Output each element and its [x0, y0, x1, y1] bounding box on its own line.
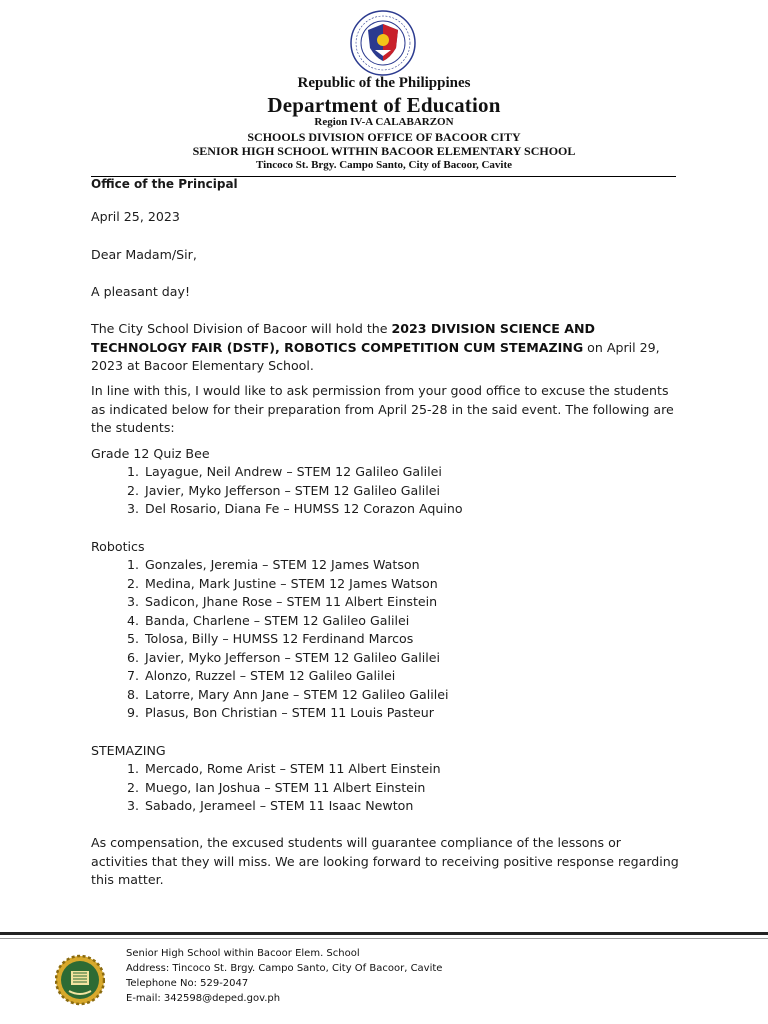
- office-label: Office of the Principal: [91, 177, 238, 191]
- footer-school-name: Senior High School within Bacoor Elem. School: [126, 948, 360, 959]
- list-item: 5. Tolosa, Billy – HUMSS 12 Ferdinand Marcos: [143, 630, 643, 649]
- group-title-quiz-bee: Grade 12 Quiz Bee: [91, 446, 210, 461]
- header-division: SCHOOLS DIVISION OFFICE OF BACOOR CITY: [247, 130, 521, 144]
- footer-email: E-mail: 342598@deped.gov.ph: [126, 993, 281, 1004]
- footer-divider: [0, 932, 768, 935]
- header-address: Tincoco St. Brgy. Campo Santo, City of Bacoor, Cavite: [255, 159, 513, 171]
- list-item: 4. Banda, Charlene – STEM 12 Galileo Galilei: [143, 612, 643, 631]
- list-item: 2. Muego, Ian Joshua – STEM 11 Albert Einstein: [143, 779, 643, 798]
- letter-date: April 25, 2023: [91, 209, 180, 224]
- letter-salutation: Dear Madam/Sir,: [91, 247, 197, 262]
- list-item: 1. Layague, Neil Andrew – STEM 12 Galileo Galilei: [143, 463, 643, 482]
- list-item: 8. Latorre, Mary Ann Jane – STEM 12 Galileo Galilei: [143, 686, 643, 705]
- stemazing-list: [113, 760, 643, 816]
- footer-telephone: Telephone No: 529-2047: [126, 978, 249, 989]
- letter-greeting: A pleasant day!: [91, 284, 190, 299]
- list-item: 1. Mercado, Rome Arist – STEM 11 Albert Einstein: [143, 760, 643, 779]
- intro-text-post: on April 29, 2023 at Bacoor Elementary School.: [91, 339, 660, 373]
- header-republic: Republic of the Philippines: [297, 75, 471, 91]
- request-paragraph: In line with this, I would like to ask permission from your good office to excuse the students as indicated below for their preparation from April 25-28 in the said event. The following are the students:: [91, 383, 674, 435]
- robotics-list: [113, 556, 643, 723]
- list-item: 6. Javier, Myko Jefferson – STEM 12 Galileo Galilei: [143, 649, 643, 668]
- header-region: Region IV-A CALABARZON: [314, 116, 454, 128]
- list-item: 1. Gonzales, Jeremia – STEM 12 James Watson: [143, 556, 643, 575]
- intro-text-pre: The City School Division of Bacoor will hold the: [91, 321, 392, 336]
- footer-divider-thin: [0, 938, 768, 939]
- quiz-bee-list: [113, 463, 643, 519]
- group-title-stemazing: STEMAZING: [91, 743, 166, 758]
- header-department: Department of Education: [267, 93, 501, 117]
- event-title: 2023 DIVISION SCIENCE AND TECHNOLOGY FAIR (DSTF), ROBOTICS COMPETITION CUM STEMAZING: [91, 321, 596, 355]
- list-item: 3. Sadicon, Jhane Rose – STEM 11 Albert Einstein: [143, 593, 643, 612]
- footer-address: Address: Tincoco St. Brgy. Campo Santo, City Of Bacoor, Cavite: [126, 963, 443, 974]
- deped-seal-logo: [350, 10, 416, 76]
- list-item: 2. Javier, Myko Jefferson – STEM 12 Galileo Galilei: [143, 482, 643, 501]
- list-item: 7. Alonzo, Ruzzel – STEM 12 Galileo Galilei: [143, 667, 643, 686]
- header-school: SENIOR HIGH SCHOOL WITHIN BACOOR ELEMENTARY SCHOOL: [192, 144, 576, 158]
- list-item: 2. Medina, Mark Justine – STEM 12 James Watson: [143, 575, 643, 594]
- list-item: 3. Del Rosario, Diana Fe – HUMSS 12 Corazon Aquino: [143, 500, 643, 519]
- closing-paragraph: As compensation, the excused students will guarantee compliance of the lessons or activities that they will miss. We are looking forward to receiving positive response regarding this matter.: [91, 835, 679, 887]
- school-gear-logo-icon: [55, 953, 105, 1008]
- list-item: 9. Plasus, Bon Christian – STEM 11 Louis Pasteur: [143, 704, 643, 723]
- group-title-robotics: Robotics: [91, 539, 145, 554]
- list-item: 3. Sabado, Jerameel – STEM 11 Isaac Newton: [143, 797, 643, 816]
- intro-paragraph: [91, 320, 681, 376]
